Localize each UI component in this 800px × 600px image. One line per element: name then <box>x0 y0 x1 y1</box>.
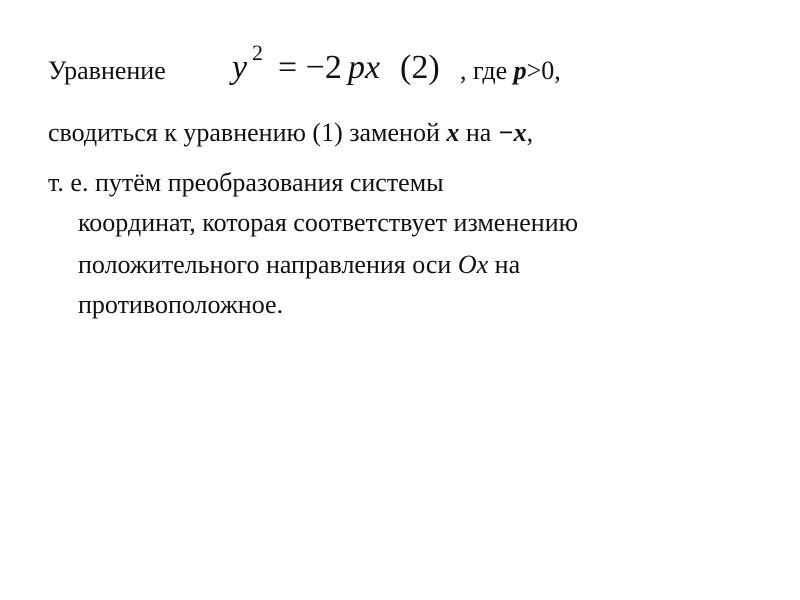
formula-px: px <box>348 49 381 86</box>
explanation-line-2: координат, которая соответствует изменению <box>78 208 579 237</box>
equation-formula <box>226 44 458 100</box>
substitution-line: сводиться к уравнению (1) заменой x на −x, <box>48 118 534 147</box>
axis-ox: Ox <box>457 250 489 279</box>
variable-p: p <box>513 56 527 85</box>
formula-y: y <box>232 49 248 86</box>
formula-number: (2) <box>400 49 440 86</box>
condition-text: , где p>0, <box>460 56 561 85</box>
variable-x: x <box>446 118 460 147</box>
equation-lead-text: Уравнение <box>48 56 166 85</box>
formula-exponent: 2 <box>252 44 263 65</box>
variable-neg-x: −x <box>497 118 527 147</box>
formula-rhs: = −2 <box>278 49 342 86</box>
explanation-line-3: положительного направления оси Ox на <box>78 250 521 279</box>
equation-line <box>48 56 166 86</box>
explanation-line-4: противоположное. <box>78 290 284 319</box>
explanation-line-1: т. е. путём преобразования системы <box>48 168 444 197</box>
